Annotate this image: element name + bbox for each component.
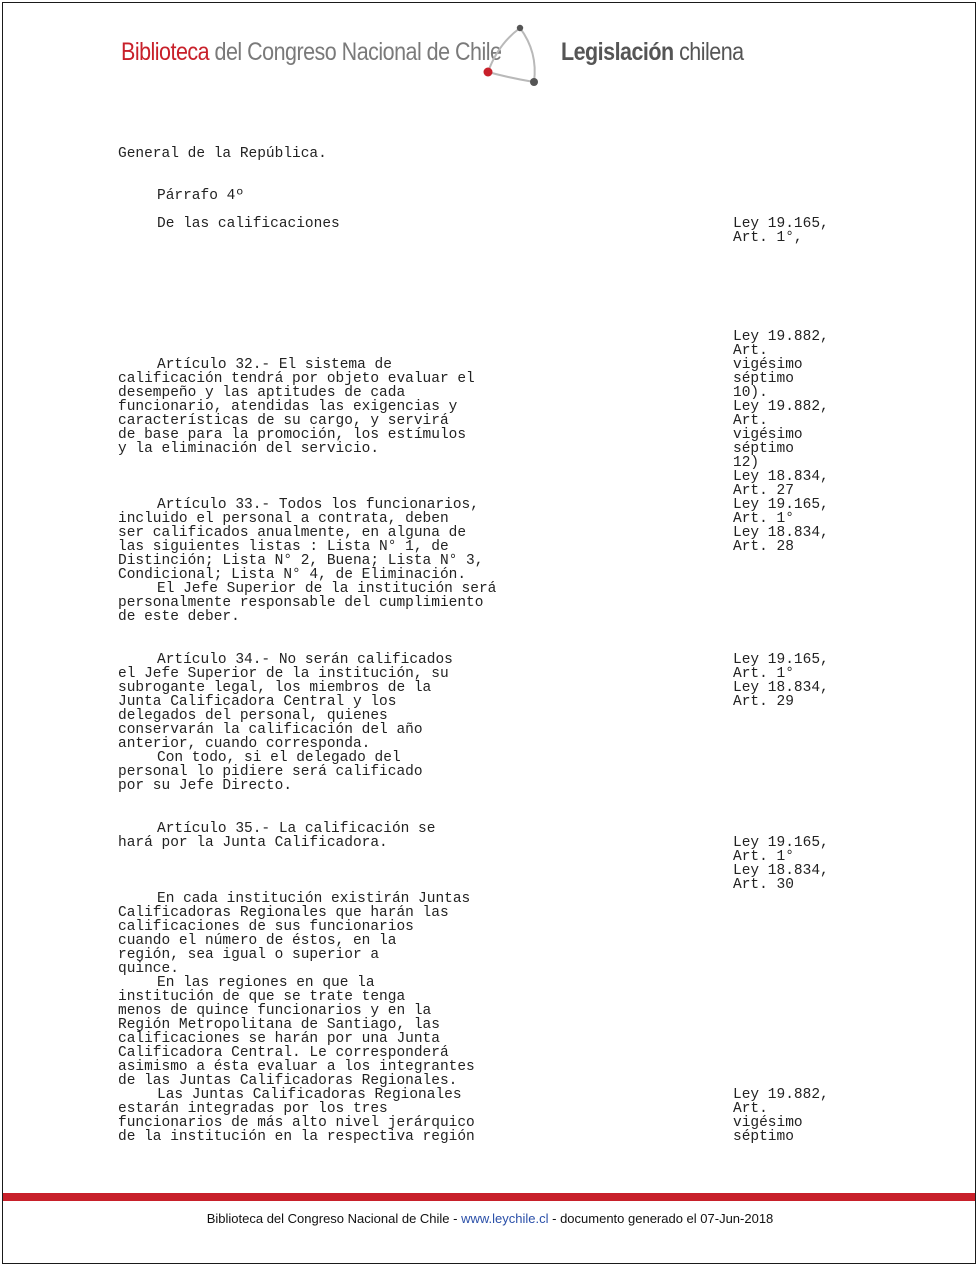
- margin-note: Art. 30: [733, 877, 794, 893]
- margin-note: Art. 1°: [733, 849, 794, 865]
- margin-note: Art. 1°: [733, 666, 794, 682]
- body-line: hará por la Junta Calificadora.: [118, 835, 388, 851]
- section-title: De las calificaciones: [157, 216, 340, 232]
- body-line: Distinción; Lista N° 2, Buena; Lista N° 3,: [118, 553, 484, 569]
- margin-note: 12): [733, 455, 760, 471]
- margin-note: Ley 18.834,: [733, 680, 829, 696]
- body-line: menos de quince funcionarios y en la: [118, 1003, 432, 1019]
- margin-note: Ley 18.834,: [733, 469, 829, 485]
- body-line: cuando el número de éstos, en la: [118, 933, 397, 949]
- margin-note: séptimo: [733, 441, 794, 457]
- body-line: Región Metropolitana de Santiago, las: [118, 1017, 440, 1033]
- margin-note: Art.: [733, 343, 768, 359]
- body-line: subrogante legal, los miembros de la: [118, 680, 432, 696]
- body-line: General de la República.: [118, 146, 327, 162]
- body-line: funcionario, atendidas las exigencias y: [118, 399, 458, 415]
- brand-left-grey: del Congreso Nacional de Chile: [209, 38, 502, 66]
- body-line: asimismo a ésta evaluar a los integrantes: [118, 1059, 475, 1075]
- body-line: Con todo, si el delegado del: [157, 750, 401, 766]
- body-line: Calificadora Central. Le corresponderá: [118, 1045, 449, 1061]
- page-footer: [0, 1211, 980, 1226]
- body-line: por su Jefe Directo.: [118, 778, 293, 794]
- body-line: conservarán la calificación del año: [118, 722, 423, 738]
- margin-note: Art. 28: [733, 539, 794, 555]
- body-line: de las Juntas Calificadoras Regionales.: [118, 1073, 458, 1089]
- body-line: Calificadoras Regionales que harán las: [118, 905, 449, 921]
- body-line: estarán integradas por los tres: [118, 1101, 388, 1117]
- footer-suffix: - documento generado el 07-Jun-2018: [548, 1211, 774, 1226]
- margin-note: séptimo: [733, 1129, 794, 1145]
- section-heading: Párrafo 4º: [157, 188, 245, 204]
- margin-note: Art.: [733, 413, 768, 429]
- body-line: características de su cargo, y servirá: [118, 413, 449, 429]
- body-line: Junta Calificadora Central y los: [118, 694, 397, 710]
- margin-note: Art. 29: [733, 694, 794, 710]
- margin-note: Art.: [733, 1101, 768, 1117]
- margin-note: Ley 19.882,: [733, 1087, 829, 1103]
- body-line: de base para la promoción, los estímulos: [118, 427, 467, 443]
- body-line: personal lo pidiere será calificado: [118, 764, 423, 780]
- article-heading: Artículo 33.- Todos los funcionarios,: [157, 497, 479, 513]
- margin-note: Ley 19.882,: [733, 329, 829, 345]
- margin-note: Ley 19.165,: [733, 497, 829, 513]
- body-line: calificaciones de sus funcionarios: [118, 919, 414, 935]
- margin-note: 10).: [733, 385, 768, 401]
- body-line: personalmente responsable del cumplimiento: [118, 595, 484, 611]
- body-line: Condicional; Lista N° 4, de Eliminación.: [118, 567, 467, 583]
- article-heading: Artículo 34.- No serán calificados: [157, 652, 453, 668]
- body-line: región, sea igual o superior a: [118, 947, 380, 963]
- body-line: incluido el personal a contrata, deben: [118, 511, 449, 527]
- body-line: las siguientes listas : Lista N° 1, de: [118, 539, 449, 555]
- body-line: institución de que se trate tenga: [118, 989, 406, 1005]
- body-line: delegados del personal, quienes: [118, 708, 388, 724]
- body-line: En cada institución existirán Juntas: [157, 891, 471, 907]
- margin-note: Ley 18.834,: [733, 525, 829, 541]
- body-line: funcionarios de más alto nivel jerárquico: [118, 1115, 475, 1131]
- body-line: de este deber.: [118, 609, 240, 625]
- margin-note: séptimo: [733, 371, 794, 387]
- body-line: Las Juntas Calificadoras Regionales: [157, 1087, 462, 1103]
- brand-left-red: Biblioteca: [121, 38, 210, 66]
- article-heading: Artículo 35.- La calificación se: [157, 821, 436, 837]
- footer-divider: [3, 1193, 975, 1201]
- body-line: El Jefe Superior de la institución será: [157, 581, 497, 597]
- margin-note: Ley 19.165,: [733, 652, 829, 668]
- margin-note: Ley 18.834,: [733, 863, 829, 879]
- margin-note: vigésimo: [733, 357, 803, 373]
- margin-note: Ley 19.882,: [733, 399, 829, 415]
- margin-note: Ley 19.165,: [733, 835, 829, 851]
- margin-note: Ley 19.165,: [733, 216, 829, 232]
- brand-right-light: chilena: [673, 38, 744, 66]
- footer-prefix: Biblioteca del Congreso Nacional de Chile -: [206, 1211, 462, 1226]
- body-line: calificación tendrá por objeto evaluar el: [118, 371, 475, 387]
- article-heading: Artículo 32.- El sistema de: [157, 357, 392, 373]
- margin-note: Art. 27: [733, 483, 794, 499]
- margin-note: vigésimo: [733, 427, 803, 443]
- body-line: y la eliminación del servicio.: [118, 441, 380, 457]
- body-line: de la institución en la respectiva región: [118, 1129, 475, 1145]
- body-line: En las regiones en que la: [157, 975, 375, 991]
- body-line: quince.: [118, 961, 179, 977]
- body-line: anterior, cuando corresponda.: [118, 736, 371, 752]
- body-line: ser calificados anualmente, en alguna de: [118, 525, 467, 541]
- margin-note: vigésimo: [733, 1115, 803, 1131]
- body-line: calificaciones se harán por una Junta: [118, 1031, 440, 1047]
- body-line: el Jefe Superior de la institución, su: [118, 666, 449, 682]
- margin-note: Art. 1°,: [733, 230, 803, 246]
- body-line: desempeño y las aptitudes de cada: [118, 385, 406, 401]
- brand-right-bold: Legislación: [561, 38, 674, 66]
- margin-note: Art. 1°: [733, 511, 794, 527]
- footer-link[interactable]: www.leychile.cl: [461, 1211, 549, 1226]
